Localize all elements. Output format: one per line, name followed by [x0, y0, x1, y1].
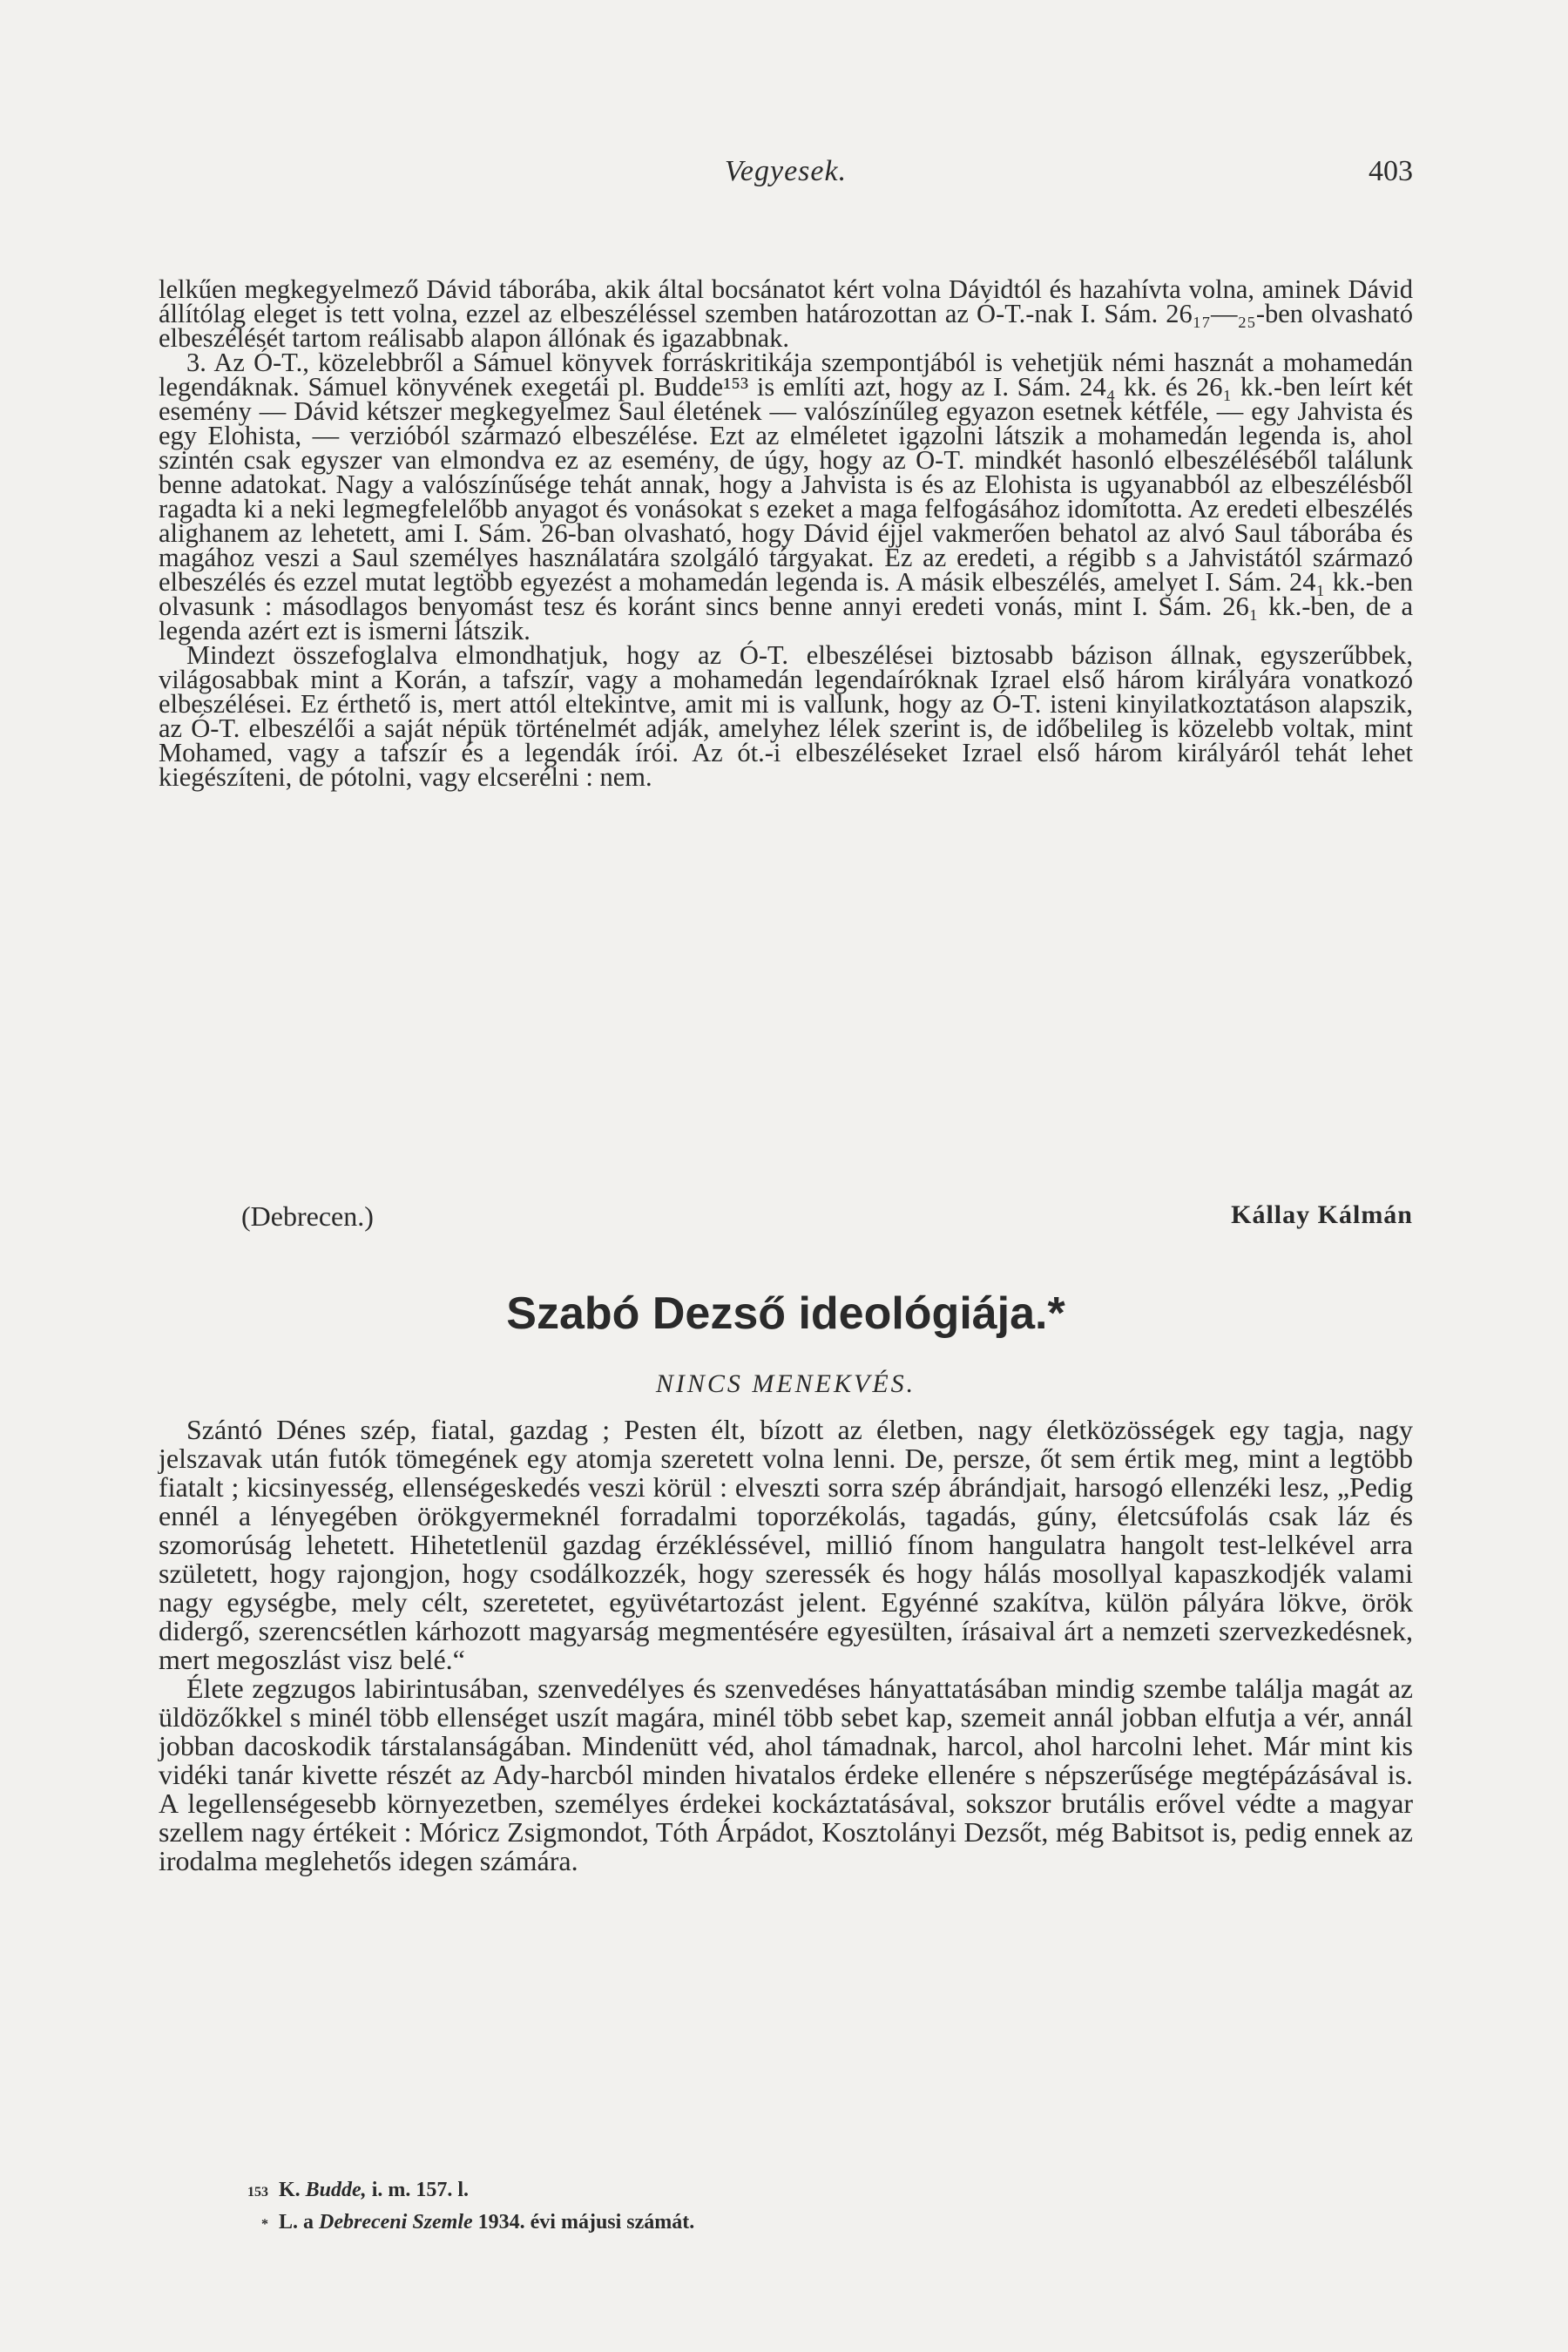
- footnote-prefix: K.: [279, 2179, 306, 2201]
- footnote-mark: 153: [247, 2185, 268, 2200]
- article-subtitle: NINCS MENEKVÉS.: [655, 1369, 916, 1398]
- footnote-italic: Debreceni Szemle: [319, 2211, 473, 2234]
- paragraph: lelkűen megkegyelmező Dávid táborába, akik által bocsánatot kért volna Dávidtól és hazahívta volna, aminek Dávid állítólag eleget is tett volna, ezzel az elbeszéléssel szemben határozottan az Ó-T.-nak I. Sám. 26₁₇—₂₅-ben olvasható elbeszélését tartom reálisabb alapon állónak és igazabbnak.: [159, 274, 1413, 353]
- body-part-1: [159, 274, 1413, 792]
- paragraph: Élete zegzugos labirintusában, szenvedélyes és szenvedéses hányattatásában mindig szembe találja magát az üldözőkkel s minél több ellenséget uszít magára, minél több sebet kap, szemeit annál jobban elfutja a vér, annál jobban dacoskodik társtalanságában. Mindenütt véd, ahol támadnak, harcol, ahol harcolni lehet. Már mint kis vidéki tanár kivette részét az Ady-harcból minden hivatalos érdeke ellenére s népszerűsége megtépázásával is. A legellenségesebb környezetben, személyes érdekei kockáztatásával, sokszor brutális erővel védte a magyar szellem nagy értékeit : Móricz Zsigmondot, Tóth Árpádot, Kosztolányi Dezsőt, még Babitsot is, pedig ennek az irodalma meglehetős idegen számára.: [159, 1673, 1413, 1876]
- footnote-italic: Budde,: [305, 2179, 367, 2201]
- signature-author: Kállay Kálmán: [1231, 1200, 1413, 1229]
- signature-place: (Debrecen.): [241, 1200, 374, 1232]
- signature: [159, 1200, 1413, 1235]
- article-body: [159, 1416, 1413, 1876]
- page-number: 403: [1369, 155, 1413, 187]
- paragraph: Szántó Dénes szép, fiatal, gazdag ; Pesten élt, bízott az életben, nagy életközösségek egy tagja, nagy jelszavak után futók tömegének egy atomja szeretett volna lenni. De, persze, őt sem értik meg, mint a legtöbb fiatalt ; kicsinyesség, ellenségeskedés veszi körül : elveszti sorra szép ábrándjait, harsogó ellenzéki lesz, „Pedig ennél a lényegében örökgyermeknél forradalmi toporzékolás, tagadás, gúny, életcsúfolás csak láz és szomorúság lehetett. Hihetetlenül gazdag érzékléssével, millió fínom hangulatra hangolt test-lelkével arra született, hogy rajongjon, hogy csodálkozzék, hogy szeressék és hogy hálás mosollyal kapaszkodjék valami nagy egységbe, mely célt, szeretetet, együvétartozást jelent. Egyénné szakítva, külön pályára lökve, örök didergő, szerencsétlen kárhozott magyarság megmentésére egyesülten, írásaival árt a nemzeti szervezkedésnek, mert megoszlást visz belé.“: [159, 1414, 1413, 1675]
- paragraph: 3. Az Ó-T., közelebbről a Sámuel könyvek forráskritikája szempontjából is vehetjük némi hasznát a mohamedán legendáknak. Sámuel könyvének exegetái pl. Budde¹⁵³ is említi azt, hogy az I. Sám. 24₄ kk. és 26₁ kk.-ben leírt két esemény — Dávid kétszer megkegyelmez Saul életének — valószínűleg egyazon esetnek kétféle, — egy Jahvista és egy Elohista, — verzióból származó elbeszélése. Ezt az elméletet igazolni látszik a mohamedán legenda is, ahol szintén csak egyszer van elmondva ez az esemény, de úgy, hogy az Ó-T. mindkét hasonló elbeszéléséből találunk benne adatokat. Nagy a valószínűsége tehát annak, hogy a Jahvista is és az Elohista is ugyanabból az elbeszélésből ragadta ki a neki legmegfelelőbb anyagot és vonásokat s ezeket a maga felfogásához idomította. Az eredeti elbeszélés alighanem az lehetett, ami I. Sám. 26-ban olvasható, hogy Dávid éjjel vakmerően behatol az alvó Saul táborába és magához veszi a Saul személyes használatára szolgáló tárgyakat. Ez az eredeti, a régibb s a Jahvistától származó elbeszélés és ezzel mutat legtöbb egyezést a mohamedán legenda is. A másik elbeszélés, amelyet I. Sám. 24₁ kk.-ben olvasunk : másodlagos benyomást tesz és koránt sincs benne annyi eredeti vonás, mint I. Sám. 26₁ kk.-ben, de a legenda azért ezt is ismerni látszik.: [159, 348, 1413, 645]
- footnotes: [244, 2175, 1376, 2240]
- paragraph: Mindezt összefoglalva elmondhatjuk, hogy az Ó-T. elbeszélései biztosabb bázison állnak, egyszerűbbek, világosabbak mint a Korán, a tafszír, vagy a mohamedán legendaíróknak Izrael első három királyára vonatkozó elbeszélései. Ez érthető is, mert attól eltekintve, amit mi is vallunk, hogy az Ó-T. isteni kinyilatkoztatáson alapszik, az Ó-T. elbeszélői a saját népük történelmét adják, amelyhez lélek szerint is, de időbelileg is közelebb voltak, mint Mohamed, vagy a tafszír és a legendák írói. Az ót.-i elbeszéléseket Izrael első három királyáról tehát lehet kiegészíteni, de pótolni, vagy elcserélni : nem.: [159, 640, 1413, 792]
- footnote: [244, 2175, 1376, 2207]
- running-head: [159, 155, 1413, 199]
- article-title: Szabó Dezső ideológiája.*: [506, 1288, 1065, 1339]
- footnote-rest: i. m. 157. l.: [366, 2179, 470, 2201]
- footnote-mark: *: [261, 2217, 268, 2232]
- running-head-title: Vegyesek.: [724, 155, 848, 187]
- footnote-rest: 1934. évi májusi számát.: [472, 2211, 695, 2234]
- footnote: [244, 2207, 1376, 2240]
- footnote-prefix: L. a: [279, 2211, 320, 2234]
